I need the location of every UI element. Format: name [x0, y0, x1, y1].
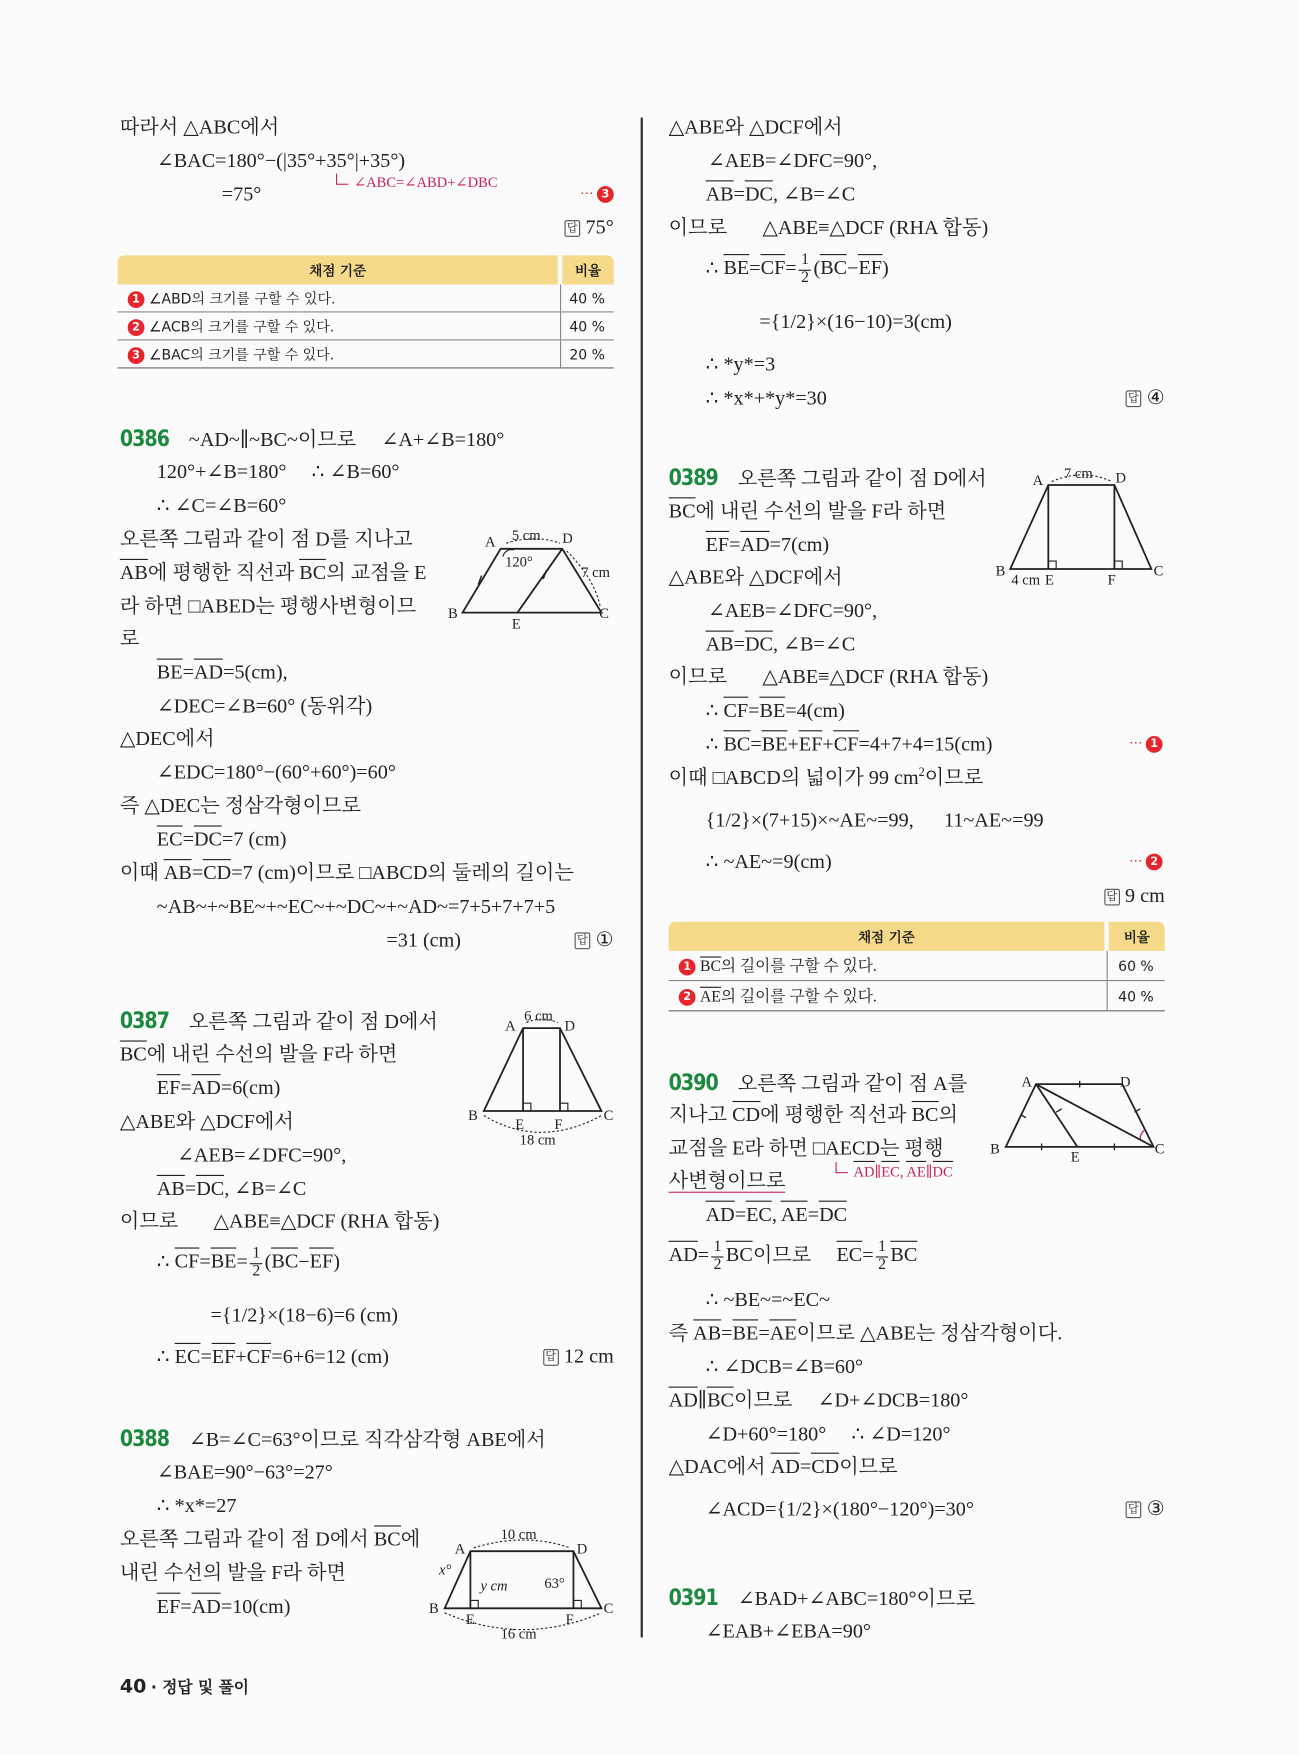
text-segment: =: [758, 1321, 770, 1344]
fraction: $\frac{1}{2}$: [876, 1240, 888, 1274]
text-segment: 에 평행한 직선과: [760, 1103, 912, 1126]
text-segment: =31 (cm): [386, 928, 462, 951]
text-segment: 이므로 △ABE는 정삼각형이다.: [796, 1321, 1063, 1344]
segment-label: BC: [374, 1525, 401, 1550]
text-segment: =: [200, 1345, 212, 1368]
problem-0386: 0386 ~AD~∥~BC~이므로 ∠A+∠B=180°: [119, 424, 505, 452]
figure-0388-labels: [429, 1527, 613, 1643]
segment-label: AD: [853, 1161, 874, 1180]
svg-text:120°: 120°: [505, 554, 533, 571]
text-segment: 라 하면 □ABED는 평행사변형이므: [119, 594, 417, 618]
answer: 답 9 cm: [1104, 884, 1165, 908]
text-segment: 오른쪽 그림과 같이 점 D에서: [737, 467, 987, 490]
text-segment: 오른쪽 그림과 같이 점 D에서: [119, 1527, 374, 1551]
text-segment: 즉: [668, 1321, 694, 1344]
segment-label: AD: [192, 1074, 221, 1099]
svg-text:16 cm: 16 cm: [500, 1626, 537, 1643]
text-segment: 내린 수선의 발을 F라 하면: [119, 1561, 346, 1584]
svg-text:x°: x°: [439, 1562, 452, 1579]
svg-text:D: D: [562, 531, 573, 548]
svg-text:D: D: [1120, 1074, 1131, 1091]
text-segment: +: [787, 732, 799, 755]
figure-0390-labels: [990, 1074, 1164, 1165]
text-segment: 에: [400, 1527, 421, 1551]
segment-label: BC: [820, 254, 847, 279]
text-segment: =: [750, 732, 762, 755]
text-segment: =: [184, 1177, 197, 1200]
text-segment: ∠DEC=∠B=60° (동위각): [156, 694, 373, 717]
segment-label: BE: [733, 1319, 759, 1344]
answer: 답 ③: [1126, 1497, 1165, 1521]
svg-text:18 cm: 18 cm: [519, 1132, 556, 1149]
segment-label: AB: [164, 859, 192, 884]
segment-label: CF: [175, 1248, 200, 1273]
table-row: 3 ∠BAC의 크기를 구할 수 있다. 20 %: [118, 340, 614, 368]
svg-text:B: B: [468, 1108, 478, 1124]
segment-label: DC: [745, 631, 773, 656]
figure-0387: [484, 1019, 602, 1132]
text-segment: ∠BAE=90°−63°=27°: [156, 1460, 333, 1483]
grading-table: 채점 기준 비율 1 ∠ABD의 크기를 구할 수 있다. 40 % 2 ∠ACB의 크기를 구할 수 있다. 40 % 3 ∠BAC의 크기를 구할 수 있다. 20 %: [118, 255, 614, 368]
problem-0391: 0391 ∠BAD+∠ABC=180°이므로: [668, 1583, 975, 1611]
svg-text:F: F: [1107, 572, 1116, 589]
svg-text:D: D: [564, 1018, 575, 1035]
segment-label: EC: [175, 1343, 201, 1368]
text-segment: 오른쪽 그림과 같이 점 D에서: [188, 1010, 438, 1033]
text-segment: 의 길이를 구할 수 있다.: [720, 988, 877, 1006]
text-segment: 이므로 △ABE≡△DCF (RHA 합동): [119, 1209, 440, 1232]
text-segment: 에 평행한 직선과: [147, 561, 300, 584]
text-segment: =10(cm): [220, 1594, 291, 1618]
text-segment: =: [748, 698, 760, 722]
segment-label: EC: [881, 1161, 900, 1180]
segment-label: DC: [196, 1175, 224, 1200]
text-segment: △ABE와 △DCF에서: [668, 565, 843, 588]
segment-label: BE: [211, 1248, 237, 1273]
text-segment: =5(cm),: [223, 660, 288, 684]
svg-text:10 cm: 10 cm: [500, 1526, 537, 1543]
svg-text:B: B: [990, 1141, 1000, 1158]
segment-label: AB: [157, 1175, 185, 1200]
segment-label: EF: [157, 1074, 181, 1099]
answer-icon: 답: [1104, 889, 1119, 906]
text-segment: , ∠B=∠C: [773, 632, 856, 656]
text-segment: =: [734, 1202, 747, 1226]
text-segment: 지나고: [668, 1103, 733, 1126]
segment-label: EF: [310, 1248, 334, 1273]
answer: 답 ④: [1126, 386, 1165, 410]
svg-text:B: B: [995, 563, 1006, 580]
svg-text:6 cm: 6 cm: [524, 1008, 553, 1025]
svg-text:y cm: y cm: [480, 1578, 508, 1595]
table-row: 2 ∠ACB의 크기를 구할 수 있다. 40 %: [118, 312, 614, 340]
text-segment: 이때 □ABCD의 넓이가 99 cm: [668, 766, 919, 789]
text-segment: ∴: [156, 1345, 175, 1368]
text-segment: ∠B=∠C=63°이므로 직각삼각형 ABE에서: [188, 1428, 546, 1451]
svg-text:C: C: [599, 606, 609, 623]
text-segment: =: [182, 660, 194, 684]
svg-text:D: D: [1115, 470, 1127, 487]
text-segment: 의 길이를 구할 수 있다.: [720, 958, 877, 976]
text-segment: ∥: [925, 1163, 933, 1180]
text-segment: =4(cm): [785, 698, 845, 722]
text-segment: ∴ ∠DCB=∠B=60°: [705, 1355, 864, 1378]
equation-line: ∴ ~AE~=9(cm): [705, 850, 832, 873]
text-segment: ,: [771, 1202, 781, 1226]
svg-text:F: F: [565, 1611, 574, 1628]
text-segment: 에 내린 수선의 발을 F라 하면: [146, 1042, 398, 1066]
svg-text:4 cm: 4 cm: [1011, 572, 1041, 589]
figure-0386-labels: [448, 528, 611, 632]
segment-label: CF: [723, 697, 748, 722]
text-segment: 에 내린 수선의 발을 F라 하면: [695, 499, 947, 522]
superscript: 2: [918, 766, 925, 780]
text-segment: 의: [938, 1103, 958, 1126]
text-segment: 이므로: [924, 766, 984, 789]
text-segment: +: [235, 1345, 247, 1368]
text-segment: ,: [899, 1163, 907, 1180]
text-segment: −: [298, 1250, 310, 1273]
text-segment: ∥: [874, 1163, 882, 1180]
answer-icon: 답: [1126, 391, 1141, 408]
segment-label: EF: [706, 531, 730, 556]
text-segment: 이때: [119, 861, 164, 884]
text-segment: =: [862, 1243, 874, 1266]
segment-label: AE: [906, 1161, 925, 1180]
segment-label: AD: [706, 1201, 735, 1226]
text-segment: =: [733, 632, 745, 656]
text-segment: 즉 △DEC는 정삼각형이므로: [119, 794, 362, 817]
step-marker-2: ⋯ 2: [1129, 852, 1163, 870]
problem-0390: 0390 오른쪽 그림과 같이 점 A를: [668, 1068, 968, 1096]
text-segment: =6+6=12 (cm): [271, 1345, 389, 1368]
segment-label: DC: [745, 180, 773, 205]
text-segment: =: [785, 256, 797, 280]
segment-label: EF: [858, 254, 882, 279]
grading-table: 채점 기준 비율 1 BC의 길이를 구할 수 있다. 60 % 2 AE의 길이를 구할 수 있다. 40 %: [669, 922, 1165, 1012]
text-segment: (: [813, 256, 821, 280]
text-segment: =7 (cm): [221, 827, 287, 851]
problem-0387: 0387 오른쪽 그림과 같이 점 D에서: [119, 1006, 438, 1034]
problem-0389: 0389 오른쪽 그림과 같이 점 D에서: [668, 463, 987, 491]
svg-text:D: D: [576, 1541, 588, 1558]
svg-text:E: E: [1070, 1149, 1080, 1166]
text-segment: −: [847, 256, 859, 280]
text-segment: (: [264, 1250, 272, 1273]
segment-label: BE: [157, 659, 183, 684]
segment-label: CD: [203, 859, 231, 884]
problem-0388: 0388 ∠B=∠C=63°이므로 직각삼각형 ABE에서: [119, 1424, 546, 1452]
text-segment: ∠BAD+∠ABC=180°이므로: [737, 1587, 975, 1610]
text-segment: △DEC에서: [119, 726, 215, 750]
segment-label: BE: [723, 254, 749, 279]
equation-line: ∴ *y*=3: [705, 352, 776, 376]
segment-label: AB: [706, 180, 734, 205]
equation-line: ∠ACD={1/2}×(180°−120°)=30°: [705, 1497, 974, 1520]
text-segment: 교점을 E라 하면 □AECD는 평행: [668, 1136, 944, 1160]
answer: 답 12 cm: [543, 1345, 614, 1369]
segment-label: BC: [726, 1241, 753, 1266]
page-footer: 40 · 정답 및 풀이: [119, 1675, 249, 1698]
svg-text:A: A: [505, 1018, 516, 1035]
figure-0390: [1006, 1081, 1154, 1150]
segment-label: AE: [770, 1319, 797, 1344]
text-segment: =: [180, 1594, 192, 1618]
text-segment: ∴ ∠C=∠B=60°: [156, 493, 287, 517]
text-segment: =: [749, 256, 761, 280]
text-segment: =: [199, 1250, 211, 1273]
segment-label: CF: [247, 1343, 272, 1368]
fraction: $\frac{1}{2}$: [711, 1240, 723, 1274]
segment-label: AD: [669, 1241, 698, 1266]
text-segment: ∴: [705, 256, 724, 280]
table-row: 1 ∠ABD의 크기를 구할 수 있다. 40 %: [118, 284, 614, 311]
segment-label: AB: [706, 631, 734, 656]
svg-text:C: C: [1154, 1141, 1165, 1158]
answer-icon: 답: [1126, 1502, 1141, 1519]
text-segment: ∠AEB=∠DFC=90°,: [707, 599, 878, 622]
segment-label: EF: [157, 1593, 181, 1618]
svg-text:C: C: [603, 1108, 614, 1124]
text-segment: ∴: [156, 1250, 175, 1273]
segment-label: CF: [834, 730, 859, 755]
svg-text:7 cm: 7 cm: [1064, 466, 1093, 483]
table-row: 1 BC의 길이를 구할 수 있다. 60 %: [669, 951, 1165, 981]
segment-label: AD: [771, 1453, 800, 1478]
text-segment: 이므로 △ABE≡△DCF (RHA 합동): [668, 665, 989, 688]
text-segment: =: [191, 861, 204, 884]
text-segment: , ∠B=∠C: [773, 182, 856, 205]
segment-label: BC: [890, 1241, 917, 1266]
svg-text:E: E: [511, 616, 521, 633]
text-segment: =4+7+4=15(cm): [858, 732, 993, 755]
equation-line: ∴ *x*+*y*=30: [705, 386, 827, 409]
answer-icon: 답: [565, 221, 580, 238]
text-segment: △ABE와 △DCF에서: [119, 1109, 294, 1133]
annotation: ∠ABC=∠ABD+∠DBC: [336, 174, 498, 192]
text-segment: △ABE와 △DCF에서: [668, 115, 843, 138]
segment-label: EF: [799, 730, 823, 755]
step-marker-3: ⋯ 3: [580, 185, 614, 203]
segment-label: CD: [811, 1453, 839, 1478]
svg-text:E: E: [465, 1611, 475, 1628]
text-segment: =: [697, 1243, 710, 1266]
segment-label: BC: [723, 730, 750, 755]
segment-label: BC: [707, 1387, 734, 1412]
text-segment: =75°: [221, 182, 262, 205]
text-segment: 로: [119, 627, 140, 650]
svg-text:E: E: [515, 1116, 525, 1133]
text-segment: =: [729, 533, 741, 556]
text-segment: △DAC에서: [668, 1454, 771, 1478]
text-segment: =: [182, 827, 194, 851]
segment-label: EC: [746, 1201, 772, 1226]
svg-text:63°: 63°: [544, 1576, 565, 1593]
equation-line: ={1/2}×(16−10)=3(cm): [759, 310, 952, 333]
figure-0387-labels: [468, 1008, 613, 1148]
svg-text:A: A: [1021, 1074, 1032, 1091]
segment-label: DC: [819, 1201, 847, 1226]
text-segment: 이므로: [752, 1243, 837, 1266]
text-segment: +: [822, 732, 834, 755]
equation-line: ={1/2}×(18−6)=6 (cm): [210, 1303, 399, 1327]
svg-text:A: A: [1032, 472, 1044, 489]
segment-label: AD: [194, 659, 223, 684]
segment-label: BE: [762, 730, 788, 755]
svg-text:B: B: [448, 606, 458, 623]
text-segment: 사변형이므로: [668, 1169, 786, 1192]
svg-text:5 cm: 5 cm: [511, 527, 541, 544]
text-segment: ∠AEB=∠DFC=90°,: [176, 1143, 347, 1166]
text-segment: 의 교점을 E: [326, 561, 427, 584]
fraction: $\frac{1}{2}$: [250, 1246, 262, 1280]
answer: 답 75°: [565, 216, 614, 240]
text-segment: 이므로 △ABE≡△DCF (RHA 합동): [668, 216, 989, 239]
text-segment: ∴: [705, 732, 724, 755]
segment-label: BC: [271, 1248, 298, 1273]
text-segment: , ∠B=∠C: [224, 1177, 307, 1200]
segment-label: EC: [157, 825, 183, 850]
text-segment: =: [180, 1076, 192, 1099]
text-segment: 따라서 △ABC에서: [119, 115, 280, 138]
text-segment: ∠D+60°=180° ∴ ∠D=120°: [705, 1422, 951, 1445]
text-segment: ∴: [705, 698, 724, 722]
svg-text:A: A: [484, 534, 496, 551]
segment-label: CD: [732, 1101, 760, 1126]
segment-label: BC: [700, 956, 721, 975]
segment-label: AD: [192, 1593, 221, 1618]
text-segment: 오른쪽 그림과 같이 점 A를: [737, 1071, 968, 1095]
segment-label: EC: [836, 1241, 862, 1266]
svg-text:7 cm: 7 cm: [581, 564, 610, 581]
text-segment: ∠EAB+∠EBA=90°: [705, 1619, 871, 1642]
text-segment: ∠AEB=∠DFC=90°,: [707, 148, 878, 172]
segment-label: EF: [212, 1343, 236, 1368]
segment-label: BC: [912, 1101, 939, 1126]
step-marker-1: ⋯ 1: [1129, 735, 1163, 753]
text-segment: =7 (cm)이므로 □ABCD의 둘레의 길이는: [231, 861, 574, 884]
segment-label: BC: [669, 497, 696, 522]
equation-line: {1/2}×(7+15)×~AE~=99, 11~AE~=99: [705, 808, 1044, 832]
text-segment: 이므로: [839, 1454, 898, 1478]
segment-label: AD: [741, 531, 770, 556]
text-segment: =: [807, 1202, 820, 1226]
text-segment: =: [733, 182, 745, 205]
equation-line: ∠BAC=180°−(|35°+35°|+35°): [156, 148, 406, 172]
equation-line: ~AB~+~BE~+~EC~+~DC~+~AD~=7+5+7+7+5: [156, 894, 556, 918]
segment-label: BE: [760, 697, 786, 722]
text-segment: ∥: [697, 1388, 708, 1412]
equation-line: ∴ ~BE~=~EC~: [705, 1288, 830, 1311]
text-segment: =7(cm): [769, 533, 830, 556]
text-segment: =6(cm): [220, 1076, 281, 1099]
equation-line: ∴ *x*=27: [156, 1494, 237, 1517]
text-segment: =: [236, 1250, 248, 1273]
text-segment: ): [882, 256, 889, 280]
segment-label: CF: [761, 254, 786, 279]
fraction: $\frac{1}{2}$: [799, 253, 811, 287]
text-segment: ∠EDC=180°−(60°+60°)=60°: [156, 760, 396, 783]
svg-text:F: F: [554, 1116, 563, 1133]
segment-label: AB: [120, 559, 148, 584]
segment-label: BC: [299, 559, 326, 584]
answer-icon: 답: [543, 1349, 558, 1366]
text-segment: 120°+∠B=180° ∴ ∠B=60°: [156, 460, 400, 483]
table-row: 2 AE의 길이를 구할 수 있다. 40 %: [669, 981, 1165, 1011]
segment-label: AD: [669, 1387, 698, 1412]
segment-label: DC: [932, 1161, 952, 1180]
segment-label: AB: [693, 1319, 721, 1344]
svg-text:E: E: [1044, 572, 1054, 589]
text-segment: =: [721, 1321, 733, 1344]
text-segment: 오른쪽 그림과 같이 점 D를 지나고: [119, 527, 413, 550]
segment-label: AE: [700, 987, 721, 1006]
svg-text:C: C: [1153, 563, 1164, 580]
svg-text:B: B: [428, 1600, 439, 1617]
answer: 답 ①: [575, 928, 614, 952]
answer-icon: 답: [575, 933, 590, 950]
text-segment: =: [799, 1454, 812, 1478]
segment-label: BC: [120, 1040, 147, 1065]
segment-label: DC: [194, 825, 222, 850]
text-segment: ): [333, 1250, 340, 1273]
svg-text:A: A: [454, 1541, 466, 1558]
segment-label: AE: [781, 1201, 808, 1226]
text-segment: 이므로 ∠D+∠DCB=180°: [733, 1388, 969, 1412]
svg-text:C: C: [603, 1600, 614, 1617]
